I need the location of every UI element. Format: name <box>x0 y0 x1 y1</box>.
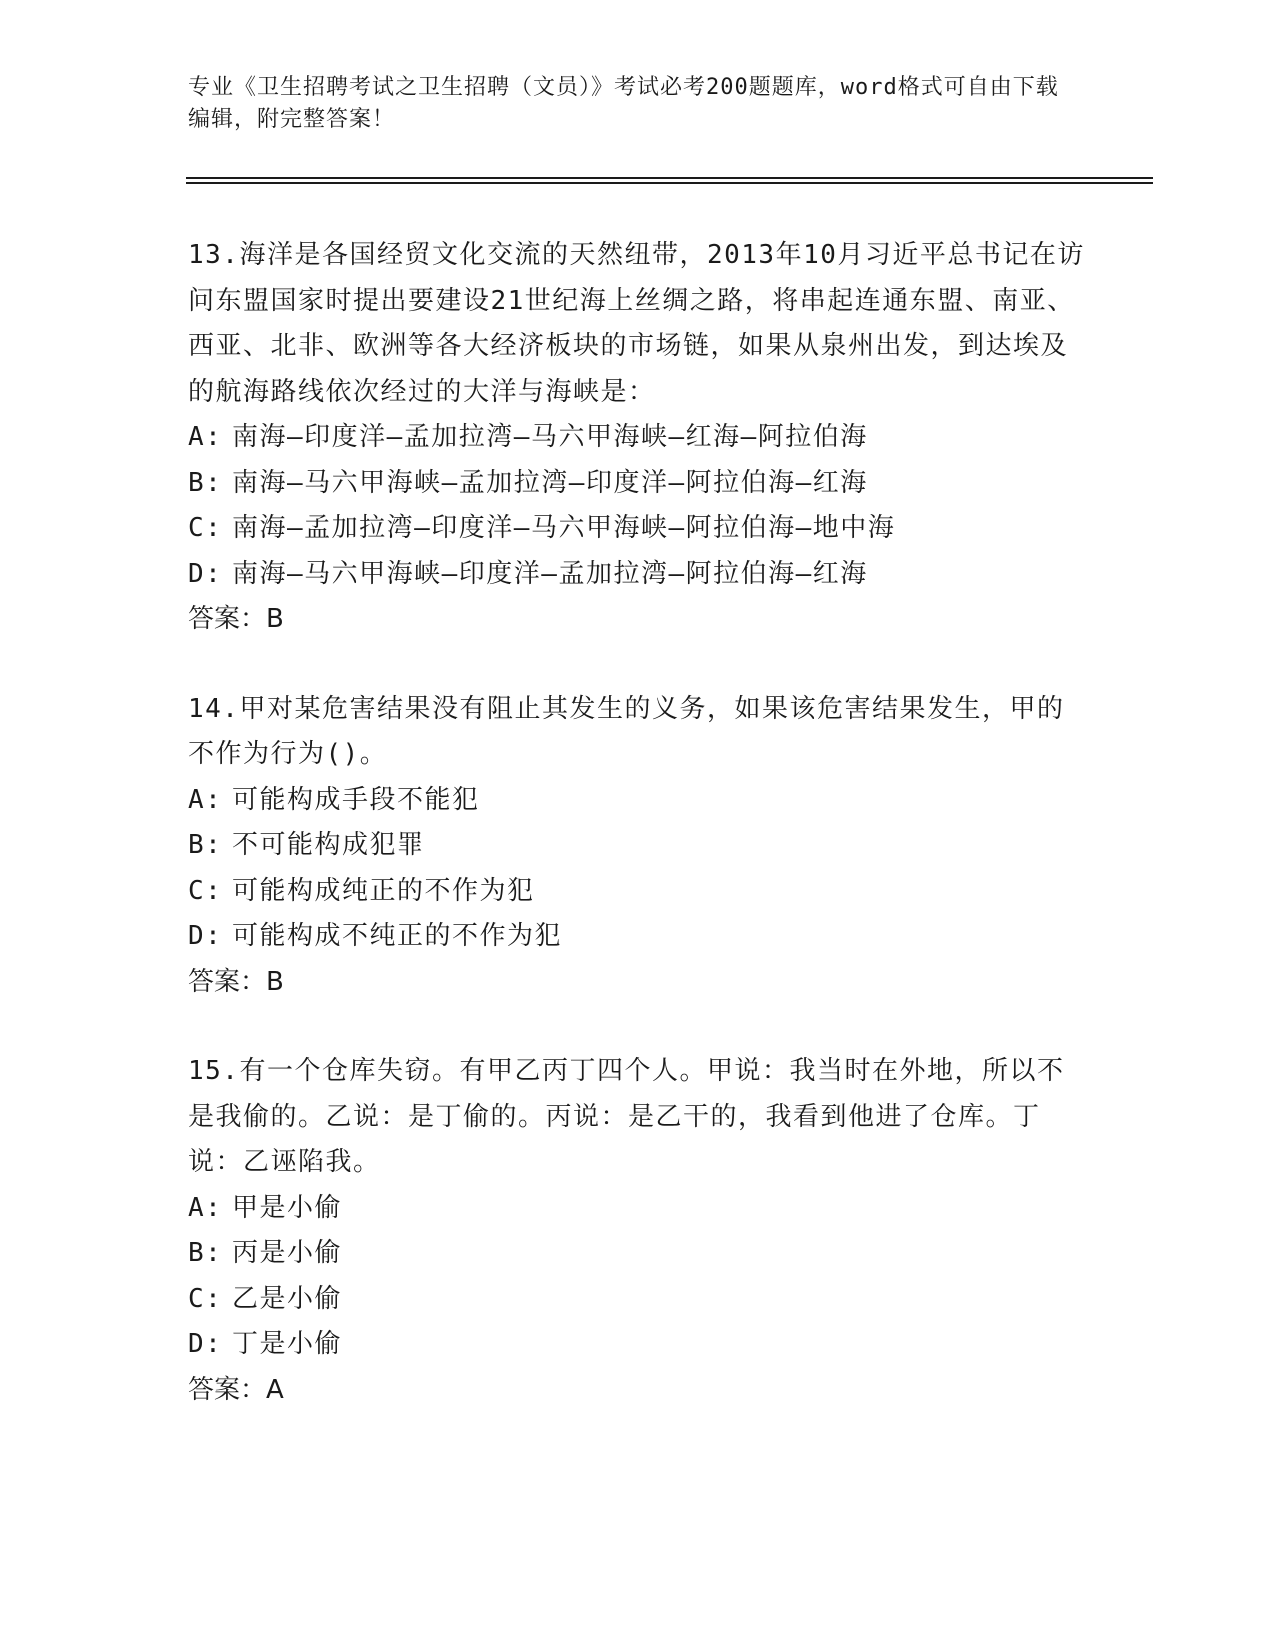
option-key: A: <box>188 1192 223 1223</box>
option-a <box>188 1186 1088 1232</box>
option-text: 南海—马六甲海峡—孟加拉湾—印度洋—阿拉伯海—红海 <box>232 467 868 498</box>
option-key: D: <box>188 1329 223 1359</box>
header-divider-top <box>186 177 1153 179</box>
option-text: 甲是小偷 <box>232 1192 343 1223</box>
option-text: 南海—孟加拉湾—印度洋—马六甲海峡—阿拉伯海—地中海 <box>232 513 896 543</box>
option-key: A: <box>188 784 223 815</box>
option-key: B: <box>188 1238 223 1268</box>
option-d <box>188 1322 1088 1368</box>
option-key: D: <box>188 921 223 951</box>
question-text: 15.有一个仓库失窃。有甲乙丙丁四个人。甲说：我当时在外地，所以不是我偷的。乙说：是丁偷的。丙说：是乙干的，我看到他进了仓库。丁说：乙诬陷我。 <box>188 1056 1065 1177</box>
option-key: A: <box>188 422 223 452</box>
option-d <box>188 552 1088 598</box>
option-text: 可能构成手段不能犯 <box>232 784 480 815</box>
option-text: 可能构成不纯正的不作为犯 <box>232 921 563 951</box>
option-d <box>188 914 1088 960</box>
option-a <box>188 415 1088 461</box>
header-divider-bottom <box>186 182 1153 184</box>
option-c <box>188 1277 1088 1323</box>
option-text: 南海—马六甲海峡—印度洋—孟加拉湾—阿拉伯海—红海 <box>232 558 868 589</box>
question-14 <box>188 687 1088 1006</box>
question-15 <box>188 1049 1088 1413</box>
option-text: 乙是小偷 <box>232 1283 343 1314</box>
option-a <box>188 778 1088 824</box>
option-key: C: <box>188 513 223 543</box>
option-text: 南海—印度洋—孟加拉湾—马六甲海峡—红海—阿拉伯海 <box>232 422 868 452</box>
option-text: 不可能构成犯罪 <box>232 830 425 860</box>
option-key: C: <box>188 1283 223 1314</box>
option-c <box>188 506 1088 552</box>
option-text: 可能构成纯正的不作为犯 <box>232 875 535 906</box>
option-b <box>188 823 1088 869</box>
option-key: B: <box>188 467 223 498</box>
option-key: B: <box>188 830 223 860</box>
answer-label: 答案：B <box>188 966 284 997</box>
question-13 <box>188 233 1088 643</box>
option-text: 丙是小偷 <box>232 1238 343 1268</box>
option-b <box>188 1231 1088 1277</box>
option-c <box>188 869 1088 915</box>
question-list <box>188 233 1088 1457</box>
answer-label: 答案：A <box>188 1374 284 1405</box>
question-text: 14.甲对某危害结果没有阻止其发生的义务，如果该危害结果发生，甲的不作为行为()。 <box>188 693 1065 769</box>
question-text: 13.海洋是各国经贸文化交流的天然纽带，2013年10月习近平总书记在访问东盟国家时提出要建设21世纪海上丝绸之路，将串起连通东盟、南亚、西亚、北非、欧洲等各大经济板块的市场链，如果从泉州出发，到达埃及的航海路线依次经过的大洋与海峡是： <box>188 240 1085 407</box>
option-b <box>188 461 1088 507</box>
answer-label: 答案：B <box>188 604 284 634</box>
option-text: 丁是小偷 <box>232 1329 343 1359</box>
option-key: C: <box>188 875 223 906</box>
document-header: 专业《卫生招聘考试之卫生招聘（文员）》考试必考200题题库，word格式可自由下载编辑，附完整答案！ <box>188 75 1059 132</box>
option-key: D: <box>188 558 223 589</box>
